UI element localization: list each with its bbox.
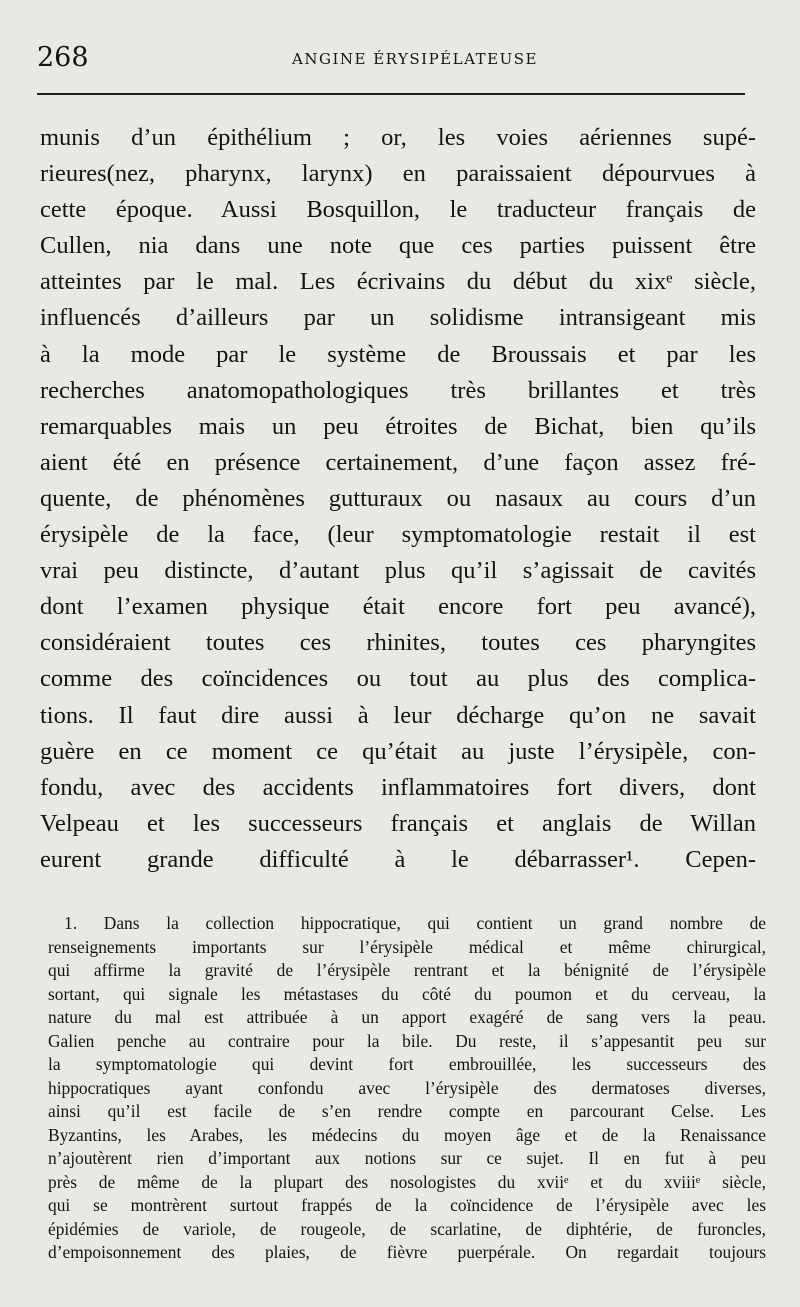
text-line: fondu, avec des accidents inflammatoires fort divers, dont [40,773,756,801]
text-line: atteintes par le mal. Les écrivains du début du xixᵉ siècle, [40,268,756,296]
footnote-line: épidémies de variole, de rougeole, de scarlatine, de diphtérie, de furoncles, [48,1218,766,1239]
text-line: comme des coïncidences ou tout au plus des complica- [40,665,756,693]
text-line: guère en ce moment ce qu’était au juste l’érysipèle, con- [40,737,756,765]
text-line: eurent grande difficulté à le débarrasser¹. Cepen- [40,845,756,873]
header-rule [37,93,745,95]
footnote-line: sortant, qui signale les métastases du côté du poumon et du cerveau, la [48,983,766,1004]
text-line: cette époque. Aussi Bosquillon, le traducteur français de [40,196,756,224]
footnote-line: la symptomatologie qui devint fort embrouillée, les successeurs des [48,1054,766,1074]
text-line: remarquables mais un peu étroites de Bichat, bien qu’ils [40,412,756,440]
footnote-line: d’empoisonnement des plaies, de fièvre puerpérale. On regardait toujours [48,1242,766,1262]
text-line: Velpeau et les successeurs français et anglais de Willan [40,809,756,837]
footnote-line: ainsi qu’il est facile de s’en rendre compte en parcourant Celse. Les [48,1101,766,1121]
text-line: à la mode par le système de Broussais et par les [40,340,756,368]
text-line: vrai peu distincte, d’autant plus qu’il s’agissait de cavités [40,557,756,585]
footnote-line: n’ajoutèrent rien d’important aux notions sur ce sujet. Il en fut à peu [48,1148,766,1168]
text-line: munis d’un épithélium ; or, les voies aériennes supé- [40,124,756,151]
text-line: tions. Il faut dire aussi à leur décharge qu’on ne savait [40,701,756,729]
text-line: aient été en présence certainement, d’une façon assez fré- [40,448,756,476]
text-line: rieures(nez, pharynx, larynx) en paraissaient dépourvues à [40,160,756,188]
footnote-line: renseignements importants sur l’érysipèle médical et même chirurgical, [48,936,766,957]
footnote-block [48,912,766,1265]
main-text [40,120,756,878]
page-number: 268 [37,42,89,73]
footnote-line: qui affirme la gravité de l’érysipèle rentrant et la bénignité de l’érysipèle [48,960,766,980]
text-line: recherches anatomopathologiques très brillantes et très [40,376,756,404]
text-line: dont l’examen physique était encore fort peu avancé), [40,593,756,621]
footnote-line: 1. Dans la collection hippocratique, qui contient un grand nombre de [64,913,766,933]
footnote-line: nature du mal est attribuée à un apport exagéré de sang vers la peau. [48,1007,766,1027]
text-line: quente, de phénomènes gutturaux ou nasaux au cours d’un [40,484,756,512]
text-line: Cullen, nia dans une note que ces parties puissent être [40,232,756,260]
footnote-line: Byzantins, les Arabes, les médecins du moyen âge et de la Renaissance [48,1124,766,1145]
text-line: considéraient toutes ces rhinites, toutes ces pharyngites [40,629,756,657]
footnote-line: hippocratiques ayant confondu avec l’érysipèle des dermatoses diverses, [48,1077,766,1098]
page-header [37,38,745,78]
footnote-line: Galien penche au contraire pour la bile. Du reste, il s’appesantit peu sur [48,1030,766,1051]
running-head: ANGINE ÉRYSIPÉLATEUSE [292,50,538,68]
footnote-line: près de même de la plupart des nosologistes du xviiᵉ et du xviiiᵉ siècle, [48,1171,766,1192]
footnote-line: qui se montrèrent surtout frappés de la coïncidence de l’érysipèle avec les [48,1195,766,1215]
text-line: érysipèle de la face, (leur symptomatologie restait il est [40,521,756,549]
text-line: influencés d’ailleurs par un solidisme intransigeant mis [40,304,756,332]
